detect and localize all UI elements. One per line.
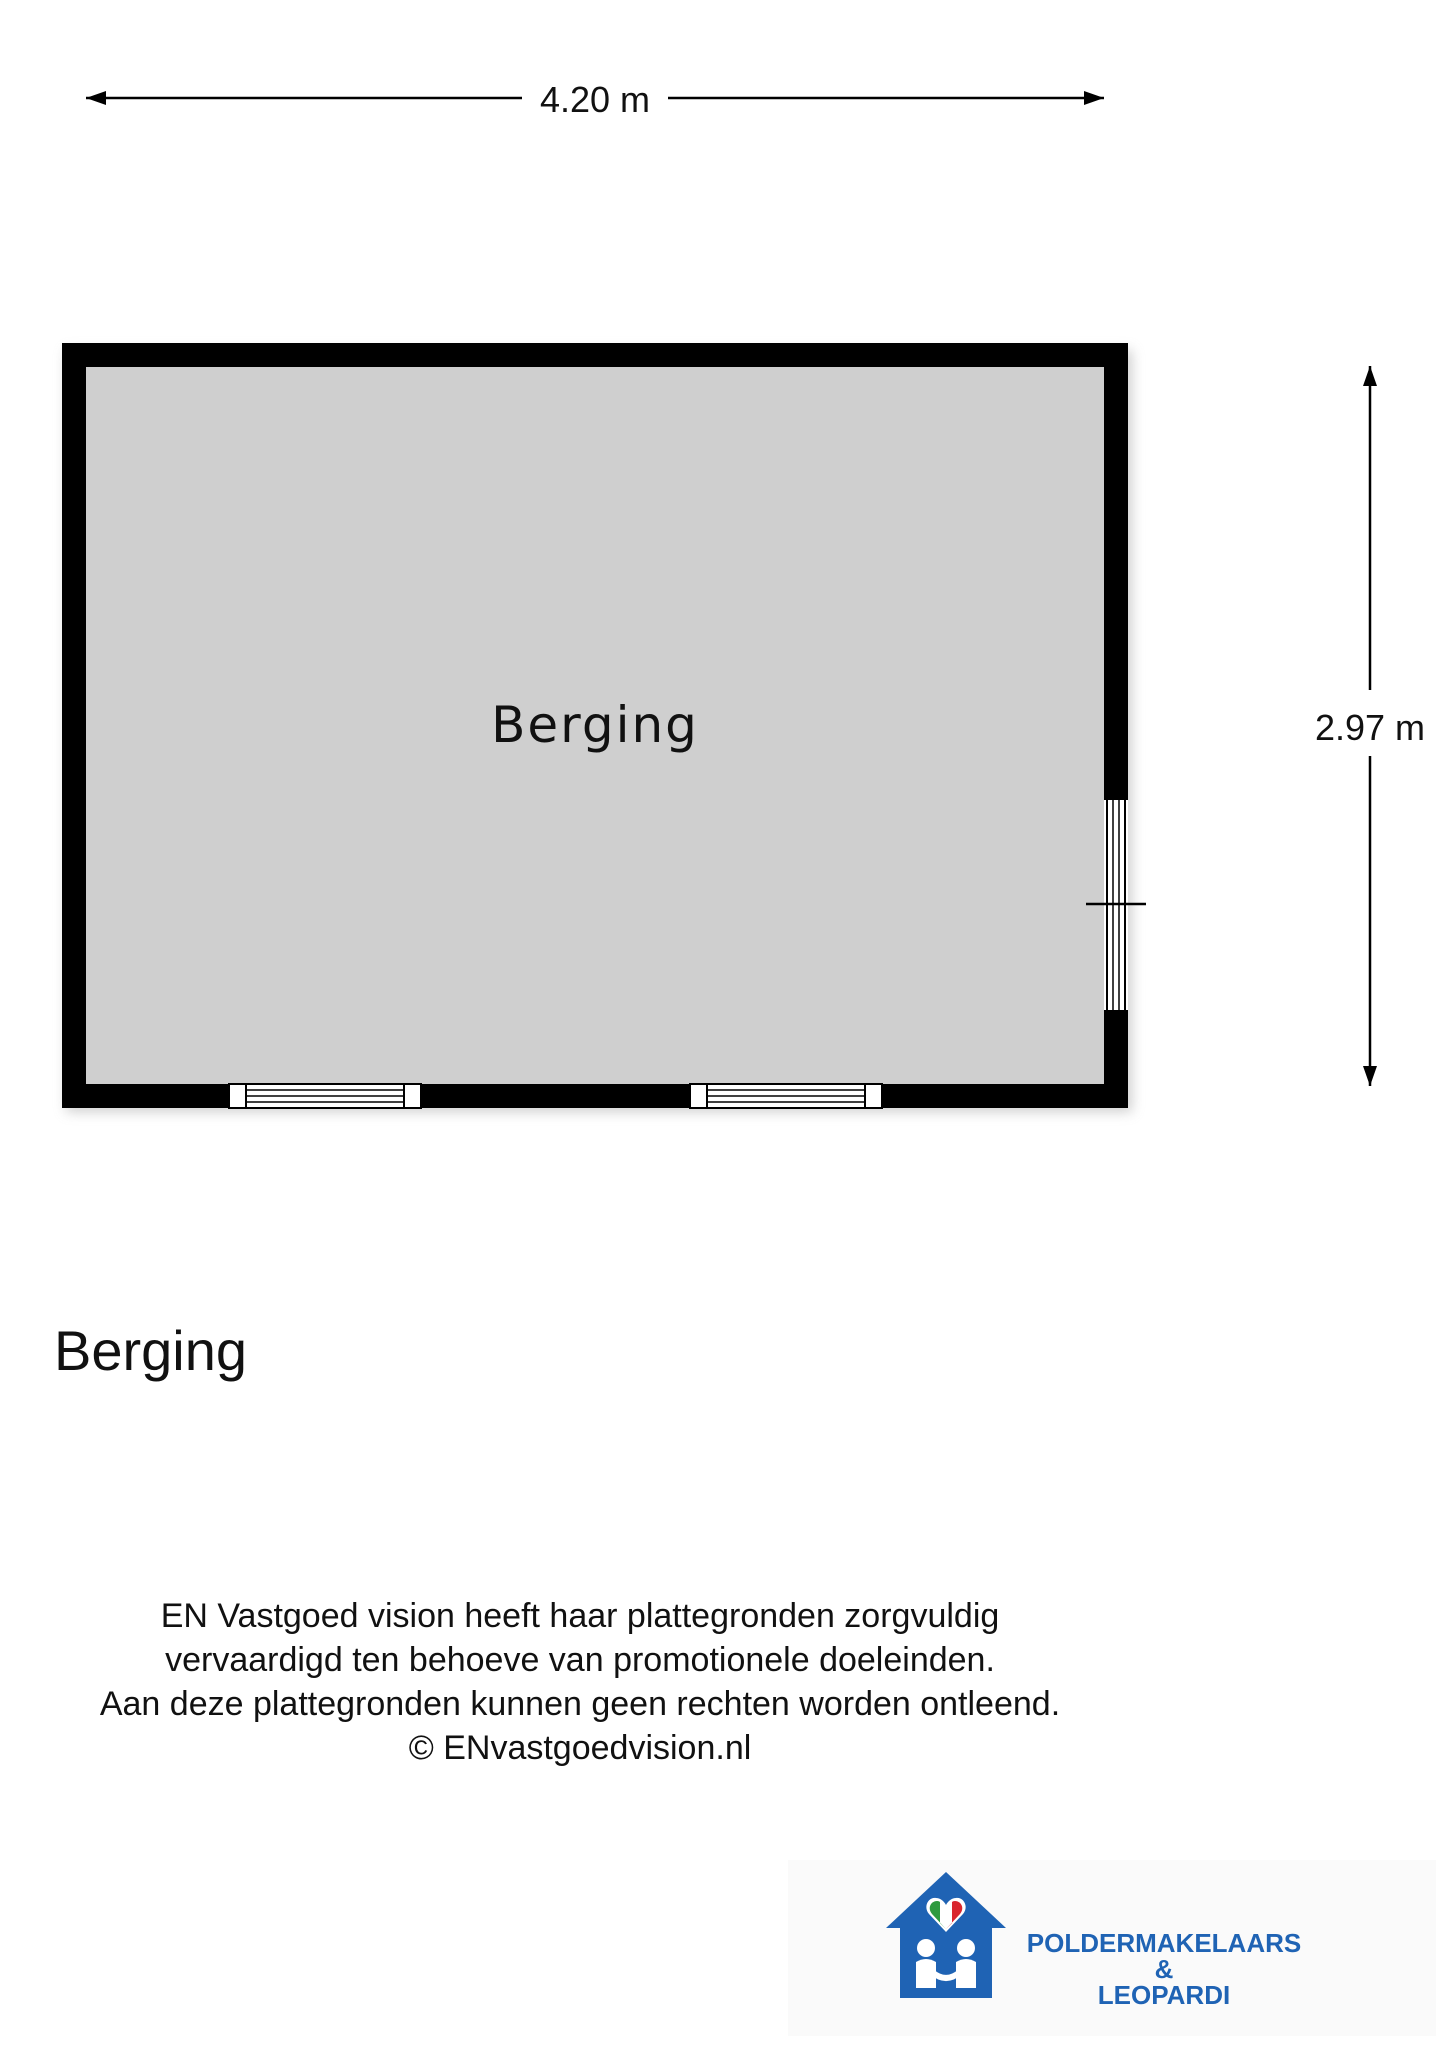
height-dimension-label: 2.97 m [1314,707,1426,748]
window-bottom-right [690,1084,882,1108]
width-dimension-label: 4.20 m [539,79,651,120]
house-with-heart-icon [882,1868,1010,2008]
disclaimer-line: © ENvastgoedvision.nl [408,1729,752,1767]
window-bottom-left [229,1084,421,1108]
disclaimer-line: vervaardigd ten behoeve van promotionele doeleinden. [165,1641,995,1679]
brand-name [1004,1930,1324,2008]
room-berging [62,343,1132,1112]
width-dimension [86,79,1104,120]
disclaimer-line: EN Vastgoed vision heeft haar plattegronden zorgvuldig [160,1597,1000,1635]
room-label: Berging [491,696,699,754]
brand-name-ampersand: & [1154,1954,1174,1984]
brand-name-line2: LEOPARDI [1097,1980,1231,2010]
floor-title: Berging [54,1319,248,1382]
disclaimer [0,1594,1160,1770]
disclaimer-line: Aan deze plattegronden kunnen geen rechten worden ontleend. [99,1685,1061,1723]
height-dimension [1315,366,1425,1086]
brand-name-line1: POLDERMAKELAARS [1026,1928,1302,1958]
brand-logo [788,1860,1436,2036]
